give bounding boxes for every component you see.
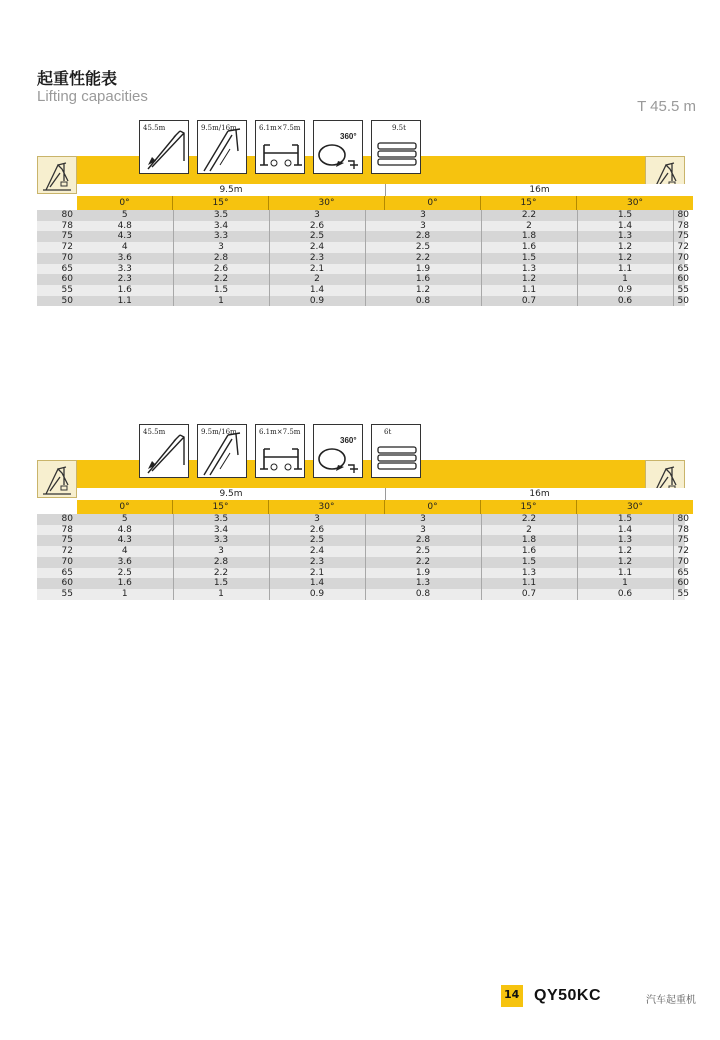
capacity-cell: 4 [77, 242, 173, 253]
capacity-cell: 0.9 [577, 285, 673, 296]
capacity-cell: 2.3 [269, 557, 365, 568]
jib-length-9-5: 9.5m [219, 489, 243, 499]
boom-angle-left: 50 [37, 296, 77, 307]
outrigger-span-icon [255, 424, 305, 478]
boom-angle-right: 60 [673, 578, 685, 589]
capacity-cell: 1.5 [481, 557, 577, 568]
counterweight-value: 6t [384, 428, 392, 436]
capacity-cell: 2.2 [481, 514, 577, 525]
table-row [37, 253, 685, 264]
counterweight-icon [371, 424, 421, 478]
angle-header: 0° [385, 196, 481, 210]
angle-header: 15° [481, 500, 577, 514]
angle-header: 0° [385, 500, 481, 514]
boom-angle-right: 80 [673, 210, 685, 221]
capacity-cell: 5 [77, 514, 173, 525]
capacity-cell: 2.6 [269, 221, 365, 232]
capacity-cell: 2 [481, 221, 577, 232]
table-row [37, 514, 685, 525]
footer-model: QY50KC [534, 987, 602, 1004]
table-row [37, 557, 685, 568]
model-label: T 45.5 m [637, 98, 696, 115]
footer-category: 汽车起重机 [646, 995, 696, 1006]
angle-header: 15° [173, 196, 269, 210]
boom-angle-left: 75 [37, 535, 77, 546]
capacity-cell: 3 [269, 210, 365, 221]
capacity-cell: 0.6 [577, 296, 673, 307]
jib-length-16: 16m [529, 185, 550, 195]
capacity-data [37, 210, 689, 306]
capacity-cell: 0.6 [577, 589, 673, 600]
table-row [37, 578, 685, 589]
capacity-cell: 2.2 [173, 274, 269, 285]
capacity-cell: 2.5 [365, 242, 481, 253]
capacity-cell: 1.1 [577, 568, 673, 579]
boom-angle-right: 50 [673, 296, 685, 307]
table-row [37, 535, 685, 546]
capacity-cell: 2.5 [365, 546, 481, 557]
capacity-cell: 1.3 [577, 535, 673, 546]
page-title-en: Lifting capacities [37, 88, 148, 105]
capacity-cell: 1 [173, 589, 269, 600]
angle-header: 30° [269, 500, 385, 514]
boom-angle-right: 75 [673, 535, 685, 546]
jib-length-16: 16m [529, 489, 550, 499]
angle-header: 30° [269, 196, 385, 210]
rotation-label: 360° [340, 436, 357, 445]
capacity-cell: 1 [577, 274, 673, 285]
capacity-cell: 2.8 [173, 557, 269, 568]
capacity-cell: 1.5 [577, 210, 673, 221]
capacity-cell: 1.3 [577, 231, 673, 242]
boom-angle-right: 78 [673, 525, 685, 536]
table-row [37, 221, 685, 232]
capacity-cell: 1.6 [481, 242, 577, 253]
table-row [37, 264, 685, 275]
capacity-cell: 2.2 [481, 210, 577, 221]
jib-length-row [77, 184, 693, 196]
boom-angle-left: 78 [37, 525, 77, 536]
main-boom-length: 45.5m [143, 428, 166, 436]
capacity-cell: 2.2 [365, 253, 481, 264]
capacity-cell: 1.5 [577, 514, 673, 525]
table-row [37, 296, 685, 307]
capacity-cell: 1 [577, 578, 673, 589]
capacity-cell: 1.9 [365, 264, 481, 275]
capacity-cell: 1.4 [577, 221, 673, 232]
capacity-cell: 1.1 [481, 578, 577, 589]
capacity-cell: 3 [365, 221, 481, 232]
boom-angle-right: 60 [673, 274, 685, 285]
capacity-cell: 2 [269, 274, 365, 285]
boom-angle-left: 80 [37, 210, 77, 221]
table-row [37, 210, 685, 221]
capacity-cell: 0.8 [365, 589, 481, 600]
boom-angle-left: 78 [37, 221, 77, 232]
boom-angle-right: 70 [673, 557, 685, 568]
capacity-cell: 1.2 [577, 242, 673, 253]
capacity-cell: 3.3 [173, 231, 269, 242]
capacity-cell: 2.2 [365, 557, 481, 568]
boom-angle-left: 60 [37, 578, 77, 589]
capacity-cell: 1.6 [481, 546, 577, 557]
capacity-cell: 3 [365, 514, 481, 525]
capacity-cell: 1 [77, 589, 173, 600]
capacity-cell: 3 [173, 546, 269, 557]
capacity-cell: 3.3 [77, 264, 173, 275]
boom-angle-right: 78 [673, 221, 685, 232]
capacity-cell: 2.2 [173, 568, 269, 579]
boom-angle-left: 65 [37, 568, 77, 579]
capacity-cell: 3.3 [173, 535, 269, 546]
boom-angle-right: 65 [673, 264, 685, 275]
capacity-cell: 1.8 [481, 535, 577, 546]
capacity-cell: 1.2 [577, 546, 673, 557]
capacity-cell: 0.9 [269, 589, 365, 600]
capacity-cell: 4 [77, 546, 173, 557]
boom-angle-left: 70 [37, 557, 77, 568]
capacity-cell: 0.7 [481, 296, 577, 307]
main-boom-length-icon [139, 120, 189, 174]
capacity-cell: 4.3 [77, 535, 173, 546]
capacity-cell: 2.5 [269, 535, 365, 546]
table-row [37, 274, 685, 285]
jib-length-row [77, 488, 693, 500]
capacity-cell: 0.7 [481, 589, 577, 600]
boom-angle-right: 80 [673, 514, 685, 525]
boom-angle-left: 55 [37, 589, 77, 600]
capacity-cell: 2.5 [269, 231, 365, 242]
angle-header: 15° [173, 500, 269, 514]
rotation-360-icon [313, 424, 363, 478]
outrigger-span: 6.1m×7.5m [259, 124, 301, 132]
table-row [37, 525, 685, 536]
table-row [37, 285, 685, 296]
capacity-cell: 1.3 [365, 578, 481, 589]
angle-header: 30° [627, 502, 643, 512]
capacity-cell: 1.3 [481, 568, 577, 579]
counterweight-icon [371, 120, 421, 174]
table-row [37, 589, 685, 600]
capacity-cell: 1.5 [173, 578, 269, 589]
capacity-cell: 3.4 [173, 525, 269, 536]
boom-angle-right: 65 [673, 568, 685, 579]
page-title-cn: 起重性能表 [37, 69, 118, 88]
rotation-label: 360° [340, 132, 357, 141]
capacity-cell: 2 [481, 525, 577, 536]
capacity-cell: 2.1 [269, 568, 365, 579]
page-number: 14 [504, 988, 520, 1001]
capacity-cell: 2.8 [173, 253, 269, 264]
jib-angle-row [77, 500, 693, 514]
main-boom-length-icon [139, 424, 189, 478]
capacity-cell: 0.8 [365, 296, 481, 307]
capacity-cell: 2.5 [77, 568, 173, 579]
capacity-cell: 2.8 [365, 231, 481, 242]
boom-angle-right: 72 [673, 546, 685, 557]
boom-angle-left: 72 [37, 242, 77, 253]
capacity-cell: 4.3 [77, 231, 173, 242]
capacity-cell: 1.2 [577, 557, 673, 568]
outrigger-span: 6.1m×7.5m [259, 428, 301, 436]
boom-angle-left: 80 [37, 514, 77, 525]
capacity-cell: 3.5 [173, 210, 269, 221]
capacity-cell: 2.6 [173, 264, 269, 275]
capacity-cell: 1.5 [173, 285, 269, 296]
jib-length-9-5: 9.5m [219, 185, 243, 195]
capacity-cell: 1.2 [481, 274, 577, 285]
capacity-cell: 2.3 [269, 253, 365, 264]
capacity-cell: 3.6 [77, 253, 173, 264]
boom-angle-left: 55 [37, 285, 77, 296]
capacity-cell: 1.1 [481, 285, 577, 296]
boom-angle-right: 72 [673, 242, 685, 253]
capacity-cell: 2.6 [269, 525, 365, 536]
table-row [37, 568, 685, 579]
capacity-cell: 1.1 [77, 296, 173, 307]
capacity-cell: 1.6 [77, 578, 173, 589]
capacity-cell: 1.4 [269, 578, 365, 589]
capacity-cell: 3 [173, 242, 269, 253]
capacity-table-1 [37, 120, 689, 336]
main-boom-length: 45.5m [143, 124, 166, 132]
capacity-cell: 3 [365, 525, 481, 536]
capacity-cell: 1.4 [269, 285, 365, 296]
capacity-cell: 1.9 [365, 568, 481, 579]
boom-angle-left: 72 [37, 546, 77, 557]
boom-angle-right: 55 [673, 589, 685, 600]
capacity-cell: 3.4 [173, 221, 269, 232]
capacity-cell: 4.8 [77, 221, 173, 232]
capacity-cell: 2.4 [269, 242, 365, 253]
capacity-cell: 2.3 [77, 274, 173, 285]
table-row [37, 231, 685, 242]
capacity-cell: 4.8 [77, 525, 173, 536]
capacity-cell: 2.1 [269, 264, 365, 275]
jib-angle-row [77, 196, 693, 210]
capacity-cell: 1.3 [481, 264, 577, 275]
capacity-cell: 1.5 [481, 253, 577, 264]
capacity-cell: 2.4 [269, 546, 365, 557]
boom-angle-left: 60 [37, 274, 77, 285]
boom-angle-left: 70 [37, 253, 77, 264]
table-row [37, 546, 685, 557]
rotation-360-icon [313, 120, 363, 174]
capacity-cell: 0.9 [269, 296, 365, 307]
boom-angle-left: 75 [37, 231, 77, 242]
capacity-cell: 3 [269, 514, 365, 525]
capacity-cell: 5 [77, 210, 173, 221]
counterweight-value: 9.5t [392, 124, 406, 132]
angle-header: 30° [627, 198, 643, 208]
jib-length-icon [197, 120, 247, 174]
capacity-cell: 1.4 [577, 525, 673, 536]
capacity-cell: 3.5 [173, 514, 269, 525]
capacity-cell: 1.1 [577, 264, 673, 275]
capacity-cell: 1.8 [481, 231, 577, 242]
capacity-cell: 1.2 [577, 253, 673, 264]
capacity-cell: 3.6 [77, 557, 173, 568]
angle-header: 15° [481, 196, 577, 210]
capacity-cell: 1.2 [365, 285, 481, 296]
jib-length: 9.5m/16m [201, 428, 237, 436]
outrigger-span-icon [255, 120, 305, 174]
capacity-data [37, 514, 689, 600]
capacity-cell: 2.8 [365, 535, 481, 546]
boom-angle-right: 70 [673, 253, 685, 264]
jib-length: 9.5m/16m [201, 124, 237, 132]
boom-angle-right: 75 [673, 231, 685, 242]
boom-angle-left: 65 [37, 264, 77, 275]
capacity-cell: 3 [365, 210, 481, 221]
capacity-cell: 1 [173, 296, 269, 307]
angle-header: 0° [77, 500, 173, 514]
capacity-cell: 1.6 [77, 285, 173, 296]
jib-length-icon [197, 424, 247, 478]
boom-angle-right: 55 [673, 285, 685, 296]
table-row [37, 242, 685, 253]
capacity-table-2 [37, 424, 689, 630]
capacity-cell: 1.6 [365, 274, 481, 285]
angle-header: 0° [77, 196, 173, 210]
